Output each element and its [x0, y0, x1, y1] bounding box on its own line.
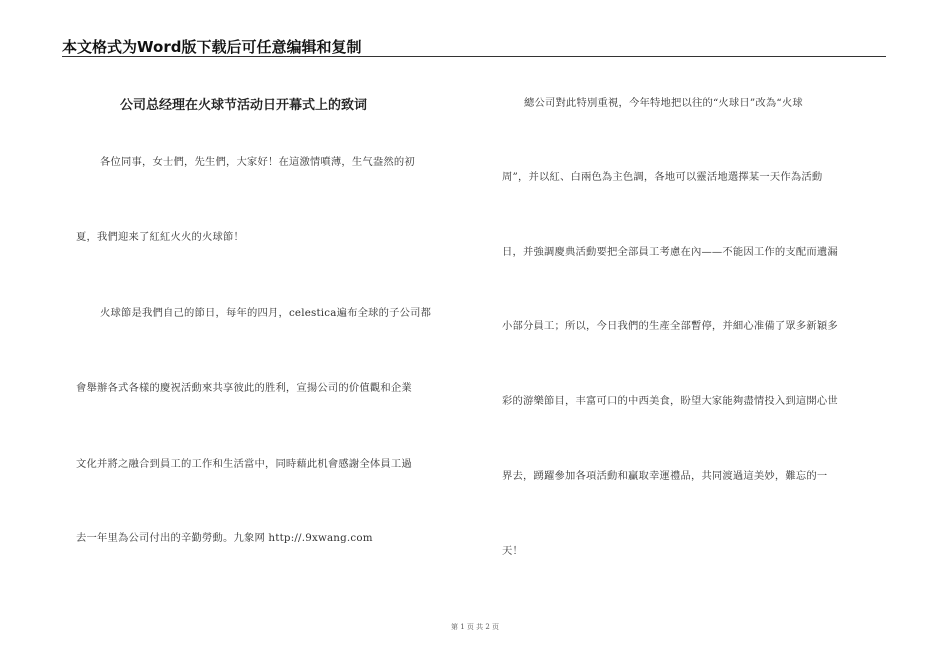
- right-paragraph-line: 周”，并以紅、白兩色為主色調，各地可以靈活地選擇某一天作為活動: [502, 171, 823, 183]
- right-paragraph-line: 總公司對此特別重視，今年特地把以往的“火球日”改為“火球: [524, 97, 803, 109]
- document-header: 本文格式为Word版下载后可任意编辑和复制: [62, 38, 362, 56]
- header-divider: [62, 56, 886, 57]
- left-paragraph-line: 去一年里為公司付出的辛勤勞動。九象网 http://.9xwang.com: [76, 532, 373, 544]
- right-paragraph-line: 天！: [502, 545, 523, 557]
- left-paragraph-line: 會舉辦各式各樣的慶祝活動來共享彼此的胜利，宣揚公司的价值觀和企業: [76, 382, 412, 394]
- page-number: 第 1 页 共 2 页: [450, 623, 500, 631]
- left-paragraph-line: 夏，我們迎来了紅紅火火的火球節！: [76, 231, 244, 243]
- left-paragraph-line: 文化并將之融合到員工的工作和生活當中，同時藉此机會感謝全体員工過: [76, 458, 412, 470]
- document-title: 公司总经理在火球节活动日开幕式上的致词: [120, 98, 368, 113]
- right-paragraph-line: 彩的游樂節目，丰富可口的中西美食，盼望大家能夠盡情投入到這開心世: [502, 395, 838, 407]
- right-paragraph-line: 日，并強調慶典活動要把全部員工考慮在內——不能因工作的支配而遺漏: [502, 246, 838, 258]
- left-paragraph-line: 各位同事，女士們，先生們，大家好！在這激情噴薄，生气盎然的初: [100, 156, 415, 168]
- right-paragraph-line: 界去，踴躍參加各項活動和贏取幸運禮品，共同渡過這美妙，難忘的一: [502, 470, 828, 482]
- left-paragraph-line: 火球節是我們自己的節日，每年的四月，celestica遍布全球的子公司都: [100, 307, 432, 319]
- right-paragraph-line: 小部分員工；所以，今日我們的生產全部暫停，并細心准備了眾多新穎多: [502, 320, 838, 332]
